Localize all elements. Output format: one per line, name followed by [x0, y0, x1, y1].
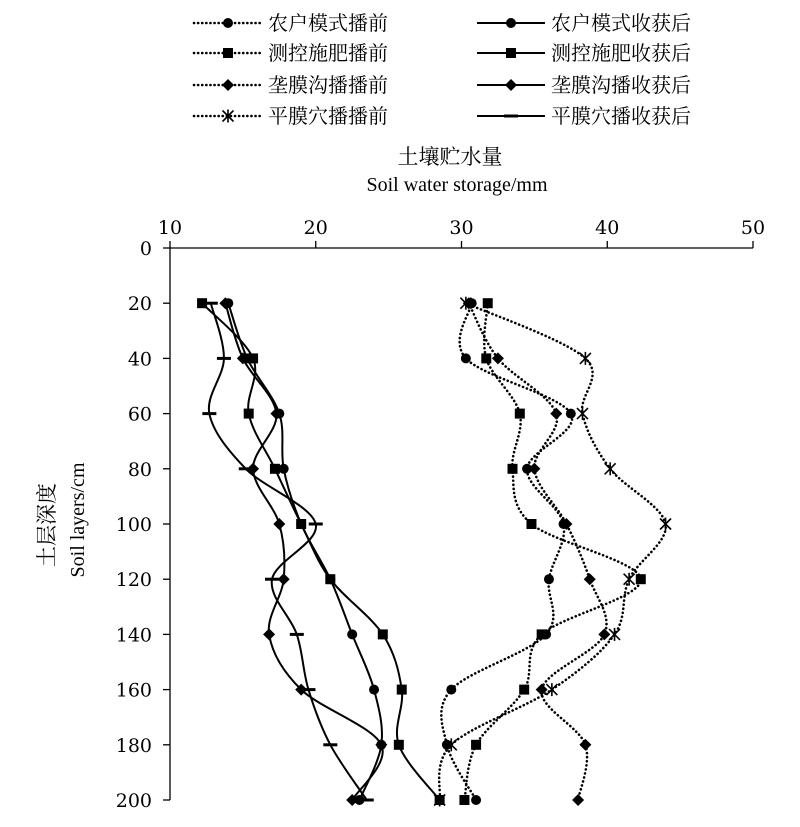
legend-item	[194, 73, 388, 97]
legend-label: 农户模式播前	[268, 11, 388, 35]
y-tick-label: 140	[115, 624, 152, 647]
axes	[116, 217, 765, 812]
y-tick-label: 120	[115, 569, 152, 592]
legend-label: 垄膜沟播收获后	[551, 73, 691, 97]
data-point	[636, 574, 646, 584]
data-point	[270, 464, 280, 474]
series-line	[439, 303, 666, 800]
series-5	[463, 297, 611, 806]
data-point	[609, 628, 620, 641]
data-point	[263, 628, 275, 640]
legend-label: 垄膜沟播播前	[268, 73, 388, 97]
legend-marker	[506, 48, 516, 58]
data-point	[519, 685, 529, 695]
y-tick-label: 100	[115, 514, 152, 536]
legend-marker	[505, 79, 517, 91]
series-2	[223, 298, 386, 805]
legend-label: 测控施肥收获后	[551, 41, 691, 65]
data-point	[369, 685, 379, 695]
data-point	[471, 795, 481, 805]
data-point	[375, 739, 387, 751]
data-point	[605, 462, 616, 475]
series-line	[441, 303, 572, 800]
data-point	[526, 519, 536, 529]
data-point	[483, 298, 493, 308]
x-axis-title-en: Soil water storage/mm	[366, 174, 548, 196]
y-tick-label: 0	[139, 238, 152, 260]
data-point	[515, 409, 525, 419]
legend-marker	[223, 18, 233, 28]
series-8	[202, 303, 373, 800]
data-point	[579, 739, 591, 751]
series-line	[464, 303, 640, 800]
legend-item	[477, 41, 691, 65]
y-tick-label: 60	[127, 403, 152, 426]
y-tick-label: 80	[127, 458, 152, 481]
series-6	[219, 297, 387, 806]
data-point	[572, 794, 584, 806]
x-axis-title-cn: 土壤贮水量	[397, 145, 503, 169]
legend-item	[194, 41, 388, 65]
series-3	[459, 298, 645, 805]
y-axis-title-cn: 土层深度	[35, 483, 59, 567]
series-layer	[197, 297, 671, 807]
data-point	[660, 518, 671, 531]
data-point	[325, 574, 335, 584]
legend-label: 测控施肥播前	[268, 41, 388, 65]
series-line	[225, 303, 382, 800]
data-point	[459, 795, 469, 805]
legend-item	[194, 11, 388, 35]
y-tick-label: 200	[115, 790, 152, 812]
legend	[194, 11, 691, 128]
data-point	[624, 573, 635, 586]
data-point	[296, 519, 306, 529]
legend-label: 平膜穴播收获后	[551, 104, 691, 128]
data-point	[481, 353, 491, 363]
legend-marker	[506, 18, 516, 28]
x-tick-label: 20	[303, 217, 328, 239]
series-4	[197, 298, 445, 805]
data-point	[580, 352, 591, 365]
data-point	[248, 353, 258, 363]
x-tick-label: 40	[595, 217, 620, 239]
data-point	[461, 353, 471, 363]
data-point	[566, 409, 576, 419]
legend-label: 农户模式收获后	[551, 11, 691, 35]
series-line	[469, 303, 607, 800]
legend-item	[477, 73, 691, 97]
x-tick-label: 30	[449, 217, 474, 239]
y-tick-label: 180	[115, 734, 152, 757]
legend-label: 平膜穴播播前	[268, 104, 388, 128]
y-tick-label: 160	[115, 679, 152, 702]
y-tick-label: 20	[127, 293, 152, 316]
y-tick-label: 40	[127, 348, 152, 371]
series-line	[209, 303, 367, 800]
x-tick-label: 10	[157, 217, 183, 239]
data-point	[273, 518, 285, 530]
data-point	[347, 629, 357, 639]
legend-marker	[222, 79, 234, 91]
data-point	[537, 629, 547, 639]
series-1	[441, 298, 576, 805]
legend-marker	[223, 48, 233, 58]
data-point	[577, 407, 588, 420]
data-point	[244, 409, 254, 419]
data-point	[394, 740, 404, 750]
data-point	[397, 685, 407, 695]
data-point	[550, 408, 562, 420]
data-point	[508, 464, 518, 474]
y-axis-title-en: Soil layers/cm	[67, 462, 89, 578]
data-point	[546, 683, 557, 696]
series-7	[434, 297, 671, 807]
data-point	[544, 574, 554, 584]
data-point	[471, 740, 481, 750]
x-tick-label: 50	[740, 217, 766, 239]
data-point	[279, 464, 289, 474]
legend-item	[477, 104, 691, 128]
legend-item	[194, 104, 388, 128]
data-point	[446, 685, 456, 695]
data-point	[278, 573, 290, 585]
data-point	[528, 463, 540, 475]
legend-item	[477, 11, 691, 35]
data-point	[378, 629, 388, 639]
data-point	[584, 573, 596, 585]
